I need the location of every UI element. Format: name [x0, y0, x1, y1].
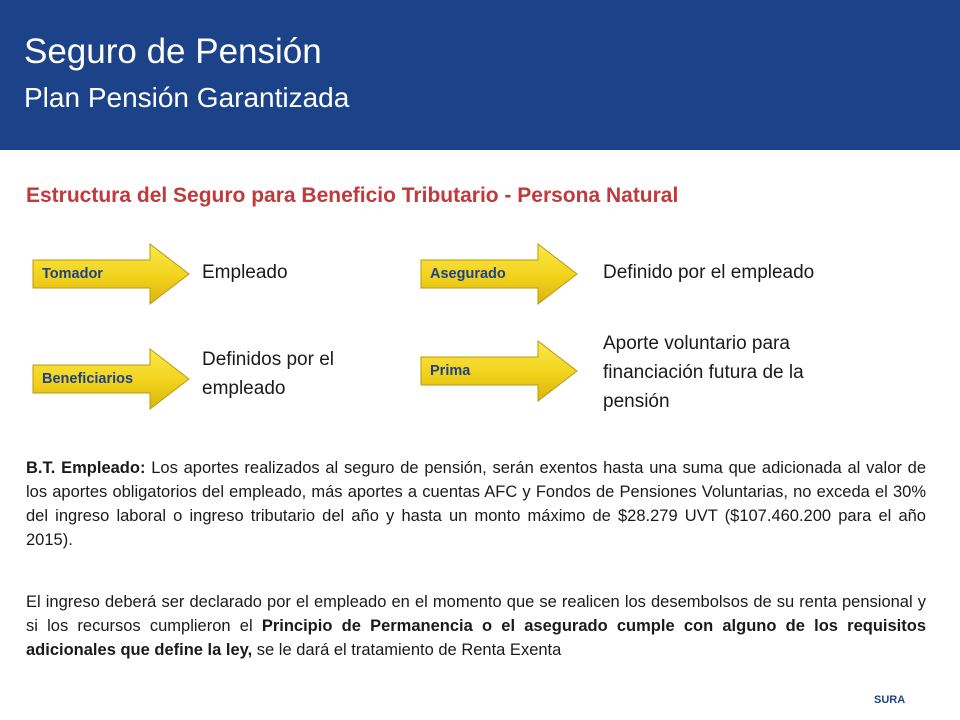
- arrow-label: Tomador: [42, 266, 103, 282]
- footer-brand: SURA: [874, 694, 906, 706]
- arrow-label: Asegurado: [430, 266, 506, 282]
- tomador-arrow: [32, 243, 190, 305]
- paragraph-body: Los aportes realizados al seguro de pensión, serán exentos hasta una suma que adicionada al valor de los aportes obligatorios del empleado, más aportes a cuentas AFC y Fondos de Pensiones Voluntarias, no exceda el 30% del ingreso laboral o ingreso tributario del año y hasta un monto máximo de $28.279 UVT ($107.460.200 para el año 2015).: [26, 459, 926, 549]
- beneficiarios-value: Definidos por el empleado: [202, 349, 335, 399]
- asegurado-value: Definido por el empleado: [603, 262, 815, 283]
- page-title: Seguro de Pensión: [24, 32, 322, 71]
- paragraph-part2: se le dará el tratamiento de Renta Exenta: [252, 641, 562, 659]
- arrow-label: Beneficiarios: [42, 371, 134, 387]
- beneficiarios-arrow: [32, 348, 190, 410]
- section-title: Estructura del Seguro para Beneficio Tributario - Persona Natural: [26, 184, 679, 207]
- tomador-value: Empleado: [202, 262, 288, 283]
- arrow-label: Prima: [430, 363, 471, 379]
- prima-arrow: [420, 340, 578, 402]
- asegurado-arrow: [420, 243, 578, 305]
- paragraph-ingreso: [26, 590, 926, 662]
- header-banner: [0, 0, 960, 150]
- paragraph-part1: El ingreso deberá ser declarado por el empleado en el momento que se realicen los desembolsos de su renta pensional y si los recursos cumplieron el: [26, 593, 926, 635]
- paragraph-bold: Principio de Permanencia o el asegurado cumple con alguno de los requisitos adicionales que define la ley,: [26, 617, 926, 659]
- page-subtitle: Plan Pensión Garantizada: [24, 82, 350, 113]
- prima-value: Aporte voluntario para financiación futura de la pensión: [603, 333, 804, 412]
- paragraph-bt-empleado: [26, 456, 926, 552]
- paragraph-lead: B.T. Empleado:: [26, 459, 146, 477]
